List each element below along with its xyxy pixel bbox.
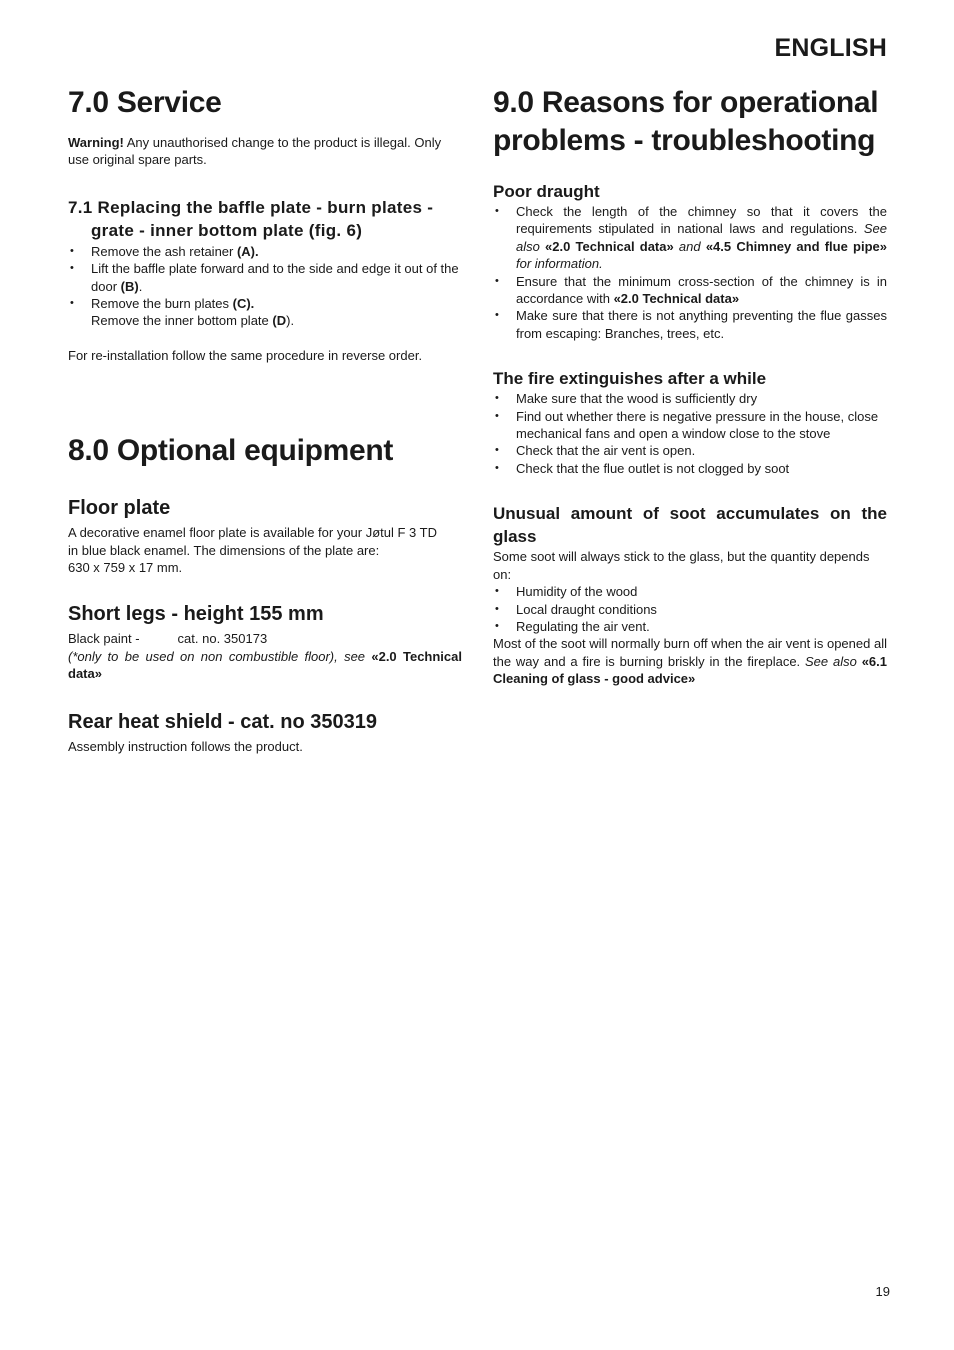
- list-item: • Regulating the air vent.: [493, 618, 887, 635]
- right-column: [493, 84, 887, 688]
- rear-shield-title: Rear heat shield - cat. no 350319: [68, 710, 378, 733]
- subsection-7-1-title: 7.1 Replacing the baffle plate - burn plates - grate - inner bottom plate (fig. 6): [68, 197, 434, 240]
- soot-outro: Most of the soot will normally burn off when the air vent is opened all the way and a fire is burning briskly in the fireplace. See also «6.1 Cleaning of glass - good advice»: [493, 636, 887, 687]
- language-label: ENGLISH: [774, 34, 887, 62]
- list-item: • Remove the ash retainer (A).: [68, 243, 462, 260]
- left-column: [68, 84, 462, 755]
- list-item: • Remove the burn plates (C). Remove the inner bottom plate (D).: [68, 295, 462, 330]
- warning-label: Warning!: [68, 135, 124, 150]
- list-item: • Humidity of the wood: [493, 583, 887, 600]
- section-9-title: 9.0 Reasons for operational problems - troubleshooting: [493, 86, 879, 157]
- list-item: • Check that the flue outlet is not clogged by soot: [493, 460, 887, 477]
- page-number: 19: [875, 1284, 890, 1299]
- list-item: • Ensure that the minimum cross-section of the chimney is in accordance with «2.0 Technical data»: [493, 273, 887, 308]
- section-7-title: 7.0 Service: [68, 86, 222, 119]
- poor-draught-list: [493, 203, 887, 342]
- floor-plate-title: Floor plate: [68, 497, 171, 520]
- reinstall-note: For re-installation follow the same procedure in reverse order.: [68, 347, 423, 363]
- soot-intro: Some soot will always stick to the glass, but the quantity depends on:: [493, 549, 870, 582]
- short-legs-paint: Black paint - cat. no. 350173: [68, 631, 268, 647]
- list-item: • Local draught conditions: [493, 601, 887, 618]
- warning-text: Any unauthorised change to the product is illegal. Only use original spare parts.: [68, 135, 442, 168]
- list-item: • Check the length of the chimney so that it covers the requirements stipulated in national laws and regulations. See also «2.0 Technical data» and «4.5 Chimney and flue pipe» for information.: [493, 203, 887, 273]
- short-legs-title: Short legs - height 155 mm: [68, 603, 324, 626]
- warning-paragraph: [68, 134, 462, 169]
- section-8-title: 8.0 Optional equipment: [68, 434, 394, 468]
- short-legs-note: (*only to be used on non combustible floor), see «2.0 Technical data»: [68, 648, 462, 682]
- list-item: • Lift the baffle plate forward and to the side and edge it out of the door (B).: [68, 260, 462, 295]
- list-item: • Find out whether there is negative pressure in the house, close mechanical fans and open a window close to the stove: [493, 408, 887, 443]
- fire-extinguishes-list: [493, 390, 887, 477]
- replace-steps-list: [68, 243, 462, 330]
- poor-draught-title: Poor draught: [493, 182, 600, 201]
- fire-extinguishes-title: The fire extinguishes after a while: [493, 369, 767, 389]
- list-item: • Check that the air vent is open.: [493, 442, 887, 459]
- floor-plate-text: A decorative enamel floor plate is available for your Jøtul F 3 TD in blue black enamel. The dimensions of the plate are: 630 x 759 x 17 mm.: [68, 525, 437, 576]
- soot-title: Unusual amount of soot accumulates on the glass: [493, 504, 887, 547]
- list-item: • Make sure that there is not anything preventing the flue gasses from escaping: Branches, trees, etc.: [493, 307, 887, 342]
- list-item: • Make sure that the wood is sufficiently dry: [493, 390, 887, 407]
- soot-list: [493, 583, 887, 635]
- rear-shield-text: Assembly instruction follows the product.: [68, 738, 303, 754]
